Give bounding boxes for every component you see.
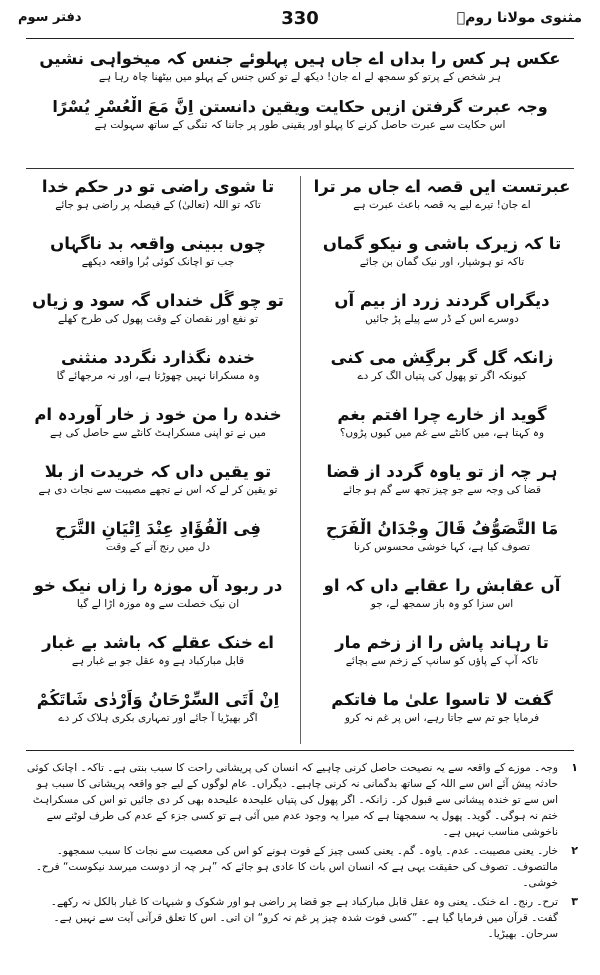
verse-line: تا شوی راضی تو در حکم خدا [41,177,275,196]
couplet-left-half [26,575,290,632]
verse-line: عبرتست ایں قصہ اے جاں مر ترا [313,177,571,196]
verse-line: اے خنک عقلے کہ باشد بے غبار [42,633,274,652]
couplet-right-half [310,575,574,632]
footnote-text: ترح۔ رنج۔ اے خنک۔ یعنی وہ عقل قابل مبارکباد ہے جو قضا پر راضی ہو اور شکوک و شبہات کا غبار بالکل نہ رکھے۔ گفت۔ قرآن میں فرمایا گیا ہے۔ ”کسی فوت شدہ چیز پر غم نہ کرو“ ان اتی۔ اس کا تعلق قرآنی آیت سے نہیں ہے۔ سرحان۔ بھیڑیا۔ [50,896,558,940]
heading-gloss: اس حکایت سے عبرت حاصل کرنے کا پہلو اور یقینی طور پر جاننا کہ تنگی کے ساتھ سہولت ہے [94,119,506,131]
couplet-left-half [26,404,290,461]
couplet-right-half [310,290,574,347]
verse-line: ہر چہ از تو یاوہ گردد از قضا [326,462,558,481]
verse-line: تو چو گُل خنداں گہ سود و زیاں [32,291,284,310]
couplet-right-half [310,347,574,404]
verse-line: گوید از خارے چرا افتم بغم [337,405,547,424]
verse-gloss: تاکہ آپ کے پاؤں کو سانپ کے زخم سے بچائے [345,655,539,667]
footnote [22,894,578,942]
right-column [310,176,574,746]
verse-gloss: اے جان! تیرے لیے یہ قصہ باعث عبرت ہے [353,199,531,211]
verse-line: مَا التَّصَوُّفُ قَالَ وِجْدَانُ الْفَرَحِ [325,519,559,538]
verse-line: چوں ببینی واقعہ بد ناگہاں [50,234,266,253]
footnote [22,760,578,840]
footnote-number: ۲ [571,844,578,857]
verse-gloss: دل میں رنج آنے کے وقت [105,541,211,553]
verse-gloss: قضا کی وجہ سے جو چیز تجھ سے گم ہو جائے [342,484,542,496]
page-number: 330 [281,8,319,29]
couplet-columns [26,176,574,746]
verse-gloss: قابل مبارکباد ہے وہ عقل جو بے غبار ہے [71,655,245,667]
section-heading [26,96,574,133]
couplet-right-half [310,176,574,233]
footnote [22,843,578,891]
verse-line: دیگراں گردند زرد از بیم آں [334,291,550,310]
top-verse-gloss: ہر شخص کے پرتو کو سمجھ لے اے جان! دیکھ لے تو کس جنس کے پہلو میں بیٹھنا چاہ رہا ہے [98,71,502,83]
verse-line: زانکہ گل گر برگِش می کنی [330,348,554,367]
verse-line: خندہ را من خود ز خار آوردہ ام [34,405,282,424]
verse-gloss: فرمایا جو تم سے جاتا رہے، اس پر غم نہ کرو [344,712,540,724]
verse-gloss: اگر بھیڑیا آ جائے اور تمہاری بکری ہلاک کر دے [58,712,258,724]
verse-gloss: اس سزا کو وہ باز سمجھ لے، جو [370,598,514,610]
couplet-left-half [26,518,290,575]
couplet-left-half [26,290,290,347]
couplet-left-half [26,347,290,404]
verse-gloss: وہ مسکرانا نہیں چھوڑتا ہے، اور نہ مرجھائے گا [56,370,260,382]
couplet-right-half [310,461,574,518]
top-verse-line: عکس ہر کس را بداں اے جاں ہیں پہلوئے جنس کہ میخواہی نشیں [39,49,561,68]
top-verse [26,48,574,85]
verse-line: اِنْ اَتَی السِّرْحَانُ وَاَرْدٰی شَاتَکُمْ [36,690,280,709]
verse-gloss: کیونکہ اگر تو پھول کی پتیاں الگ کر دے [357,370,527,382]
page-header [18,8,582,34]
couplet-right-half [310,404,574,461]
verse-gloss: جب تو اچانک کوئی بُرا واقعہ دیکھے [81,256,235,268]
verse-gloss: تصوف کیا ہے، کہا خوشی محسوس کرنا [353,541,531,553]
verse-line: تو یقیں داں کہ خریدت از بلا [44,462,272,481]
verse-gloss: تاکہ تو اللہ (تعالیٰ) کے فیصلہ پر راضی ہو جائے [55,199,261,211]
verse-gloss: تو نفع اور نقصان کے وقت پھول کی طرح کھلے [57,313,259,325]
verse-line: تا کہ زیرک باشی و نیکو گماں [322,234,562,253]
verse-gloss: دوسرے اس کے ڈر سے پیلے پڑ جائیں [365,313,519,325]
couplet-right-half [310,233,574,290]
footnotes [22,760,578,945]
verse-line: آں عقابش را عقابے داں کہ او [323,576,561,595]
verse-line: تا رہاند پاش را از زخم مار [335,633,549,652]
book-title: مثنوی مولانا رومؒ [456,10,582,26]
couplet-left-half [26,461,290,518]
footnote-number: ۱ [571,761,578,774]
section-label: دفتر سوم [18,10,82,25]
footnote-rule [26,750,574,751]
heading-title: وجہ عبرت گرفتن ازیں حکایت ویقین دانستن اِنَّ مَعَ الْعُسْرِ یُسْرًا [52,97,548,116]
verse-gloss: میں نے تو اپنی مسکراہٹ کانٹے سے حاصل کی ہے [50,427,266,439]
verse-gloss: تو یقین کر لے کہ اس نے تجھے مصیبت سے نجات دی ہے [38,484,278,496]
couplet-left-half [26,632,290,689]
verse-gloss: وہ کہتا ہے، میں کانٹے سے غم میں کیوں پڑوں؟ [339,427,545,439]
couplet-right-half [310,518,574,575]
verse-line: فِی الْفُؤَادِ عِنْدَ اِتْیَانِ التَّرَحِ [55,519,261,538]
header-rule [26,38,574,39]
verse-line: خندہ نگذارد نگردد منثنی [60,348,256,367]
couplet-left-half [26,176,290,233]
verse-line: گفت لا تاسوا علیٰ ما فاتکم [331,690,553,709]
verse-gloss: تاکہ تو ہوشیار، اور نیک گمان بن جائے [359,256,525,268]
left-column [26,176,290,746]
verse-gloss: ان نیک خصلت سے وہ موزہ اڑا لے گیا [76,598,240,610]
couplet-right-half [310,689,574,746]
heading-rule [26,168,574,169]
footnote-number: ۳ [571,895,578,908]
footnote-text: وجہ۔ موزے کے واقعہ سے یہ نصیحت حاصل کرنی چاہیے کہ انسان کی پریشانی راحت کا سبب بنتی ہے۔ تاکہ۔ اچانک کوئی حادثہ پیش آئے اس سے اللہ کے ساتھ بدگمانی نہ کرنی چاہیے۔ دیگراں۔ عام لوگوں کے لیے جو واقعہ پریشانی کا سبب ہو اس سے تو خندہ پیشانی سے قبول کر۔ زانکہ۔ اگر پھول کی پتیاں علیحدہ علیحدہ بھی کر دی جائیں تو اس کی مسکراہٹ ختم نہ ہوگی۔ گوید۔ پھول یہ سمجھتا ہے کہ میرا یہ وجود عدم میں آئی ہے تو کسی جزء کے عدم کی طرف لوٹنے سے ناخوشی مناسب نہیں ہے۔ [26,762,558,838]
couplet-left-half [26,233,290,290]
couplet-left-half [26,689,290,746]
verse-line: در ربود آں موزہ را زاں نیک خو [33,576,283,595]
couplet-right-half [310,632,574,689]
footnote-text: خار۔ یعنی مصیبت۔ عدم۔ یاوہ۔ گم۔ یعنی کسی چیز کے فوت ہونے کو اس کی معصیت سے نجات کا سبب سمجھو۔ مالتصوف۔ تصوف کی حقیقت یہی ہے کہ انسان اس بات کا عادی ہو جائے کہ ”ہر چہ از دوست میرسد نیکوست“ فرح۔ خوشی۔ [35,845,558,889]
